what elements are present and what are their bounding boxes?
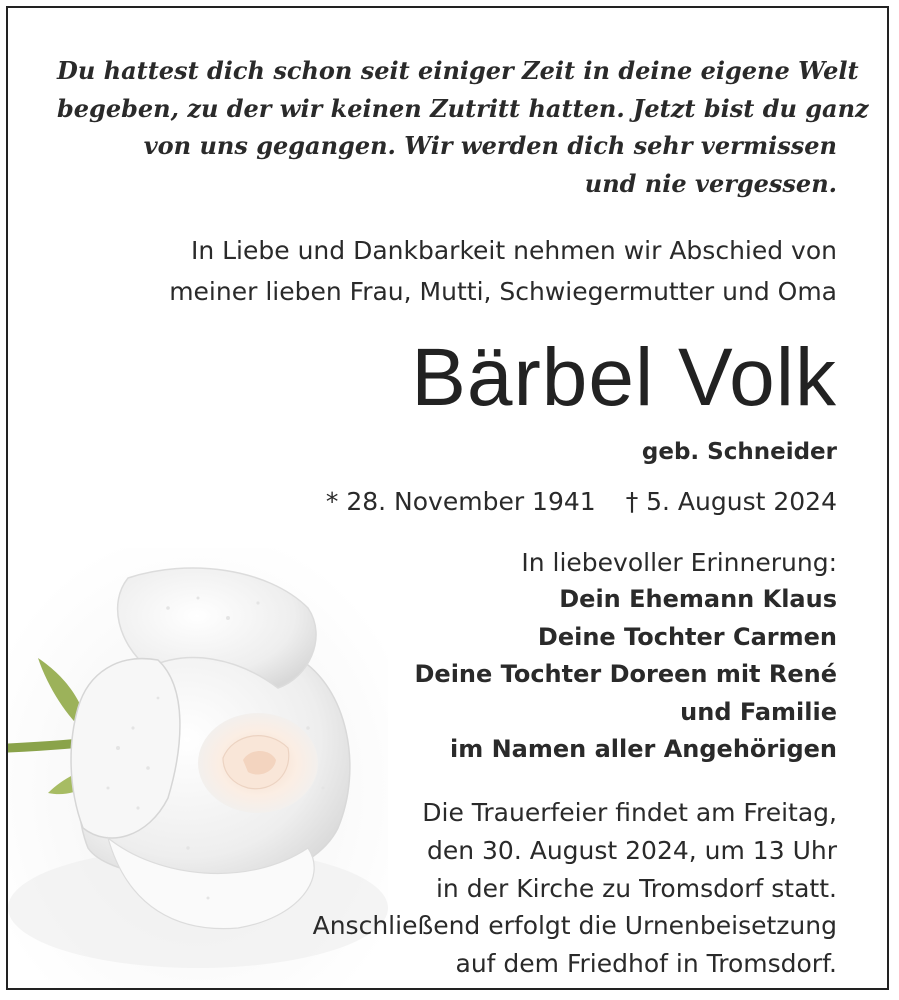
intro-text (57, 230, 837, 312)
service-line: Anschließend erfolgt die Urnenbeisetzung (312, 911, 837, 941)
funeral-service-info (57, 794, 837, 983)
mourner: Deine Tochter Doreen mit René (414, 660, 837, 688)
memory-intro: In liebevoller Erinnerung: (521, 548, 837, 577)
poem-line: begeben, zu der wir keinen Zutritt hatten. Jetzt bist du ganz (57, 93, 869, 123)
intro-line: meiner lieben Frau, Mutti, Schwiegermutter und Oma (169, 277, 837, 306)
poem-line: von uns gegangen. Wir werden dich sehr vermissen (143, 131, 837, 160)
deceased-name: Bärbel Volk (411, 332, 837, 423)
mourner: Deine Tochter Carmen (537, 622, 837, 651)
death-date: † 5. August 2024 (625, 487, 837, 516)
birth-name: geb. Schneider (641, 439, 837, 465)
intro-line: In Liebe und Dankbarkeit nehmen wir Abschied von (190, 236, 837, 265)
mourners-list (57, 581, 837, 769)
poem-line: und nie vergessen. (584, 168, 837, 198)
poem (57, 52, 869, 202)
poem-line: Du hattest dich schon seit einiger Zeit in deine eigene Welt (57, 56, 859, 85)
service-line: auf dem Friedhof in Tromsdorf. (455, 949, 837, 979)
obituary-notice (6, 6, 889, 990)
mourner: Dein Ehemann Klaus (559, 585, 837, 613)
mourner: im Namen aller Angehörigen (449, 735, 837, 763)
life-dates (57, 482, 837, 522)
service-line: in der Kirche zu Tromsdorf statt. (435, 873, 837, 903)
service-line: Die Trauerfeier findet am Freitag, (422, 798, 837, 827)
mourner: und Familie (680, 697, 837, 726)
birth-date: * 28. November 1941 (325, 487, 596, 516)
service-line: den 30. August 2024, um 13 Uhr (426, 835, 837, 865)
